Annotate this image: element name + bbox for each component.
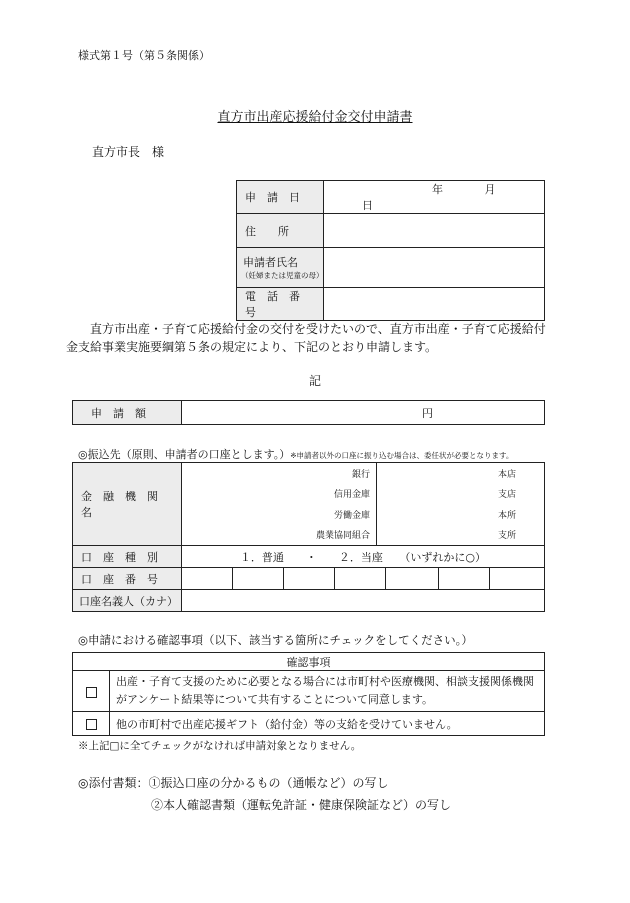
- transfer-heading-line: [78, 448, 513, 461]
- year-label: 年: [432, 183, 443, 196]
- confirm-item-2: 他の市町村で出産応援ギフト（給付金）等の支給を受けていません。: [110, 712, 545, 736]
- account-type-options: １．普通 ・ ２．当座 （いずれかに○）: [239, 550, 487, 564]
- address-label: 住 所: [245, 224, 289, 238]
- amount-label: 申 請 額: [91, 406, 146, 420]
- address-field[interactable]: [324, 214, 545, 248]
- amount-label-cell: [73, 401, 182, 425]
- account-type-label-cell: [73, 546, 182, 568]
- account-holder-field[interactable]: [182, 590, 545, 612]
- name-sub-label: （妊婦または児童の母）: [241, 271, 324, 280]
- transfer-note: ※申請者以外の口座に振り込む場合は、委任状が必要となります。: [290, 451, 514, 460]
- checkbox-icon: [86, 719, 97, 730]
- month-label: 月: [484, 183, 496, 196]
- account-digit[interactable]: [182, 568, 233, 590]
- account-digit[interactable]: [386, 568, 439, 590]
- bank-name-field[interactable]: [182, 463, 545, 546]
- branch-type-2: 支店: [497, 490, 516, 501]
- account-digit[interactable]: [284, 568, 335, 590]
- date-label: 申 請 日: [245, 191, 300, 204]
- phone-field[interactable]: [324, 288, 545, 321]
- attachment-item-1: ①振込口座の分かるもの（通帳など）の写し: [148, 776, 389, 790]
- account-type-label: 口 座 種 別: [81, 550, 158, 564]
- branch-type-3: 本所: [497, 510, 516, 521]
- bank-table: [72, 462, 545, 612]
- intro-line-2: 金支給事業実施要綱第５条の規定により、下記のとおり申請します。: [66, 340, 438, 354]
- intro-paragraph: [66, 320, 558, 356]
- account-holder-label: 口座名義人（カナ）: [79, 594, 178, 608]
- date-field[interactable]: [324, 181, 545, 214]
- confirm-checkbox-2[interactable]: [73, 712, 110, 736]
- bank-label: 金 融 機 関 名: [81, 490, 169, 519]
- applicant-table: [236, 180, 545, 321]
- attachments-line-1: [78, 776, 389, 790]
- confirm-checkbox-1[interactable]: [73, 671, 110, 712]
- account-type-field[interactable]: [182, 546, 545, 568]
- branch-type-4: 支所: [497, 531, 516, 542]
- date-label-cell: [237, 181, 324, 214]
- account-digit[interactable]: [335, 568, 386, 590]
- account-digit[interactable]: [439, 568, 490, 590]
- account-digit[interactable]: [490, 568, 545, 590]
- confirmation-table: [72, 652, 545, 736]
- name-label: 申請者氏名: [243, 256, 298, 269]
- confirmation-heading: ◎申請における確認事項（以下、該当する箇所にチェックをしてください。）: [78, 633, 473, 647]
- branch-type-1: 本店: [497, 469, 516, 480]
- name-label-cell: [237, 248, 324, 288]
- account-holder-label-cell: [73, 590, 182, 612]
- yen-unit: 円: [422, 406, 433, 420]
- name-field[interactable]: [324, 248, 545, 288]
- attachment-item-2: ②本人確認書類（運転免許証・健康保険証など）の写し: [151, 798, 452, 812]
- confirmation-note: ※上記□に全てチェックがなければ申請対象となりません。: [78, 740, 362, 752]
- bank-type-4: 農業協同組合: [315, 531, 370, 542]
- form-number: 様式第１号（第５条関係）: [78, 49, 210, 62]
- checkbox-icon: [86, 687, 97, 698]
- bank-type-1: 銀行: [351, 469, 370, 480]
- ki-label: 記: [308, 374, 321, 388]
- account-digit[interactable]: [233, 568, 284, 590]
- phone-label-cell: [237, 288, 324, 321]
- bank-label-cell: [73, 463, 182, 546]
- confirmation-header: 確認事項: [73, 653, 545, 671]
- intro-line-1: 直方市出産・子育て応援給付金の交付を受けたいので、直方市出産・子育て応援給付: [90, 322, 546, 336]
- transfer-heading: ◎振込先（原則、申請者の口座とします。）: [78, 448, 291, 461]
- confirm-item-1: 出産・子育て支援のために必要となる場合には市町村や医療機関、相談支援関係機関がアンケート結果等について共有することについて同意します。: [110, 671, 545, 712]
- bank-type-2: 信用金庫: [333, 490, 370, 501]
- amount-table: [72, 400, 545, 425]
- phone-label: 電 話 番 号: [245, 290, 311, 319]
- attachments-label: ◎添付書類：: [78, 776, 149, 790]
- address-label-cell: [237, 214, 324, 248]
- day-label: 日: [362, 199, 373, 212]
- bank-type-3: 労働金庫: [333, 510, 370, 521]
- account-number-label-cell: [73, 568, 182, 590]
- amount-field[interactable]: [182, 401, 545, 425]
- addressee: 直方市長 様: [92, 145, 165, 159]
- account-number-label: 口 座 番 号: [81, 572, 158, 586]
- form-title: 直方市出産応援給付金交付申請書: [217, 110, 413, 125]
